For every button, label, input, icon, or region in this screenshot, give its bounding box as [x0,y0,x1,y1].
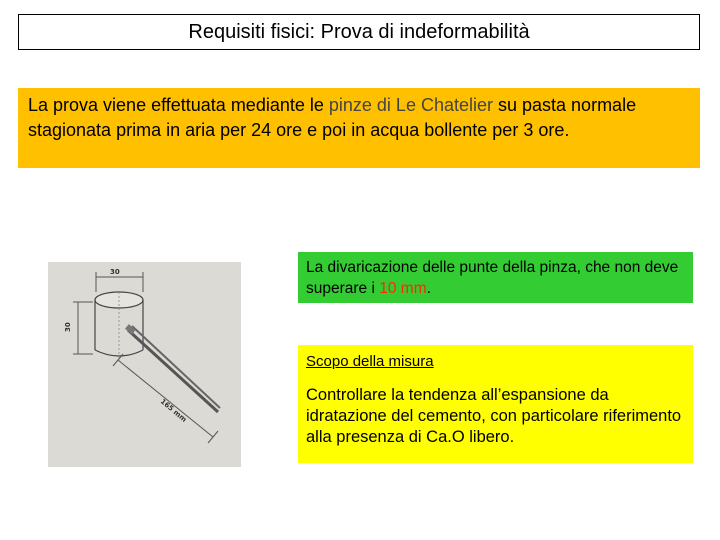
limit-value: 10 mm [379,280,427,297]
green-text-before: La divaricazione delle punte della pinza, che non deve superare i [306,259,679,297]
intro-highlight: pinze di Le Chatelier [328,95,493,115]
dim-side-label: 30 [64,322,72,332]
dim-top-label: 30 [110,268,120,276]
purpose-box [298,345,693,463]
deformation-limit-box [298,252,693,303]
purpose-body: Controllare la tendenza all’espansione da idratazione del cemento, con particolare riferimento alla presenza di Ca.O libero. [306,386,682,446]
le-chatelier-figure [48,262,241,467]
le-chatelier-drawing [48,262,241,467]
intro-text-before: La prova viene effettuata mediante le [28,95,329,115]
intro-box [18,88,700,168]
purpose-heading: Scopo della misura [306,353,434,370]
slide-title [18,14,700,50]
intro-text-after: su pasta normale stagionata prima in aria per 24 ore e poi in acqua bollente per 3 ore. [28,95,637,140]
green-text-after: . [426,280,431,297]
dim-length-label: 165 mm [158,397,189,424]
slide-title-text: Requisiti fisici: Prova di indeformabilità [188,20,530,43]
